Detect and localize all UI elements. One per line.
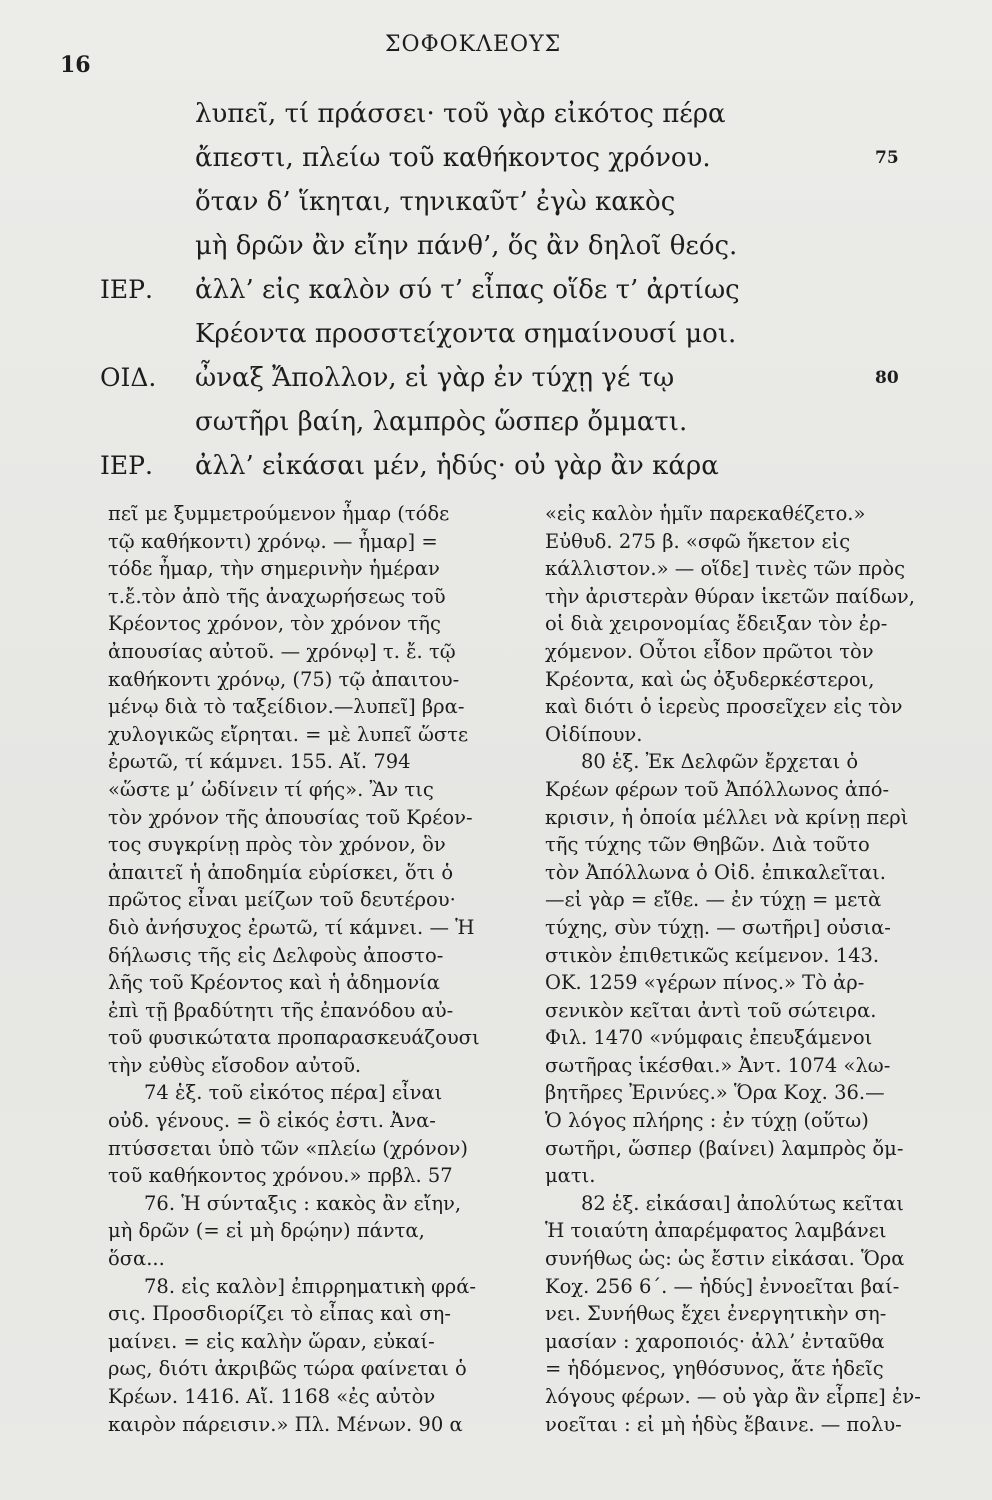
verse-text: ἄπεστι, πλείω τοῦ καθήκοντος χρόνου. (195, 143, 711, 173)
commentary-line: μασίαν : χαροποιός· ἀλλ’ ἐνταῦθα (545, 1329, 885, 1353)
commentary-line: Ὁ λόγος πλήρης : ἐν τύχῃ (οὕτω) (545, 1109, 869, 1133)
speaker-label: ΙΕΡ. (100, 451, 153, 480)
commentary-line: ρως, διότι ἀκριβῶς τώρα φαίνεται ὁ (108, 1357, 467, 1381)
commentary-line: ματι. (545, 1164, 596, 1188)
commentary-line: τῷ καθήκοντι) χρόνῳ. — ἦμαρ] = (108, 529, 438, 553)
verse-block (100, 92, 920, 488)
commentary-line: ἀπουσίας αὐτοῦ. — χρόνῳ] τ. ἔ. τῷ (108, 639, 456, 663)
verse-text: ὅταν δ’ ἵκηται, τηνικαῦτ’ ἐγὼ κακὸς (195, 187, 676, 217)
commentary-line: σωτῆρι, ὥσπερ (βαίνει) λαμπρὸς ὄμ- (545, 1136, 904, 1160)
commentary-line: τ.ἔ.τὸν ἀπὸ τῆς ἀναχωρήσεως τοῦ (108, 584, 446, 608)
commentary-line: πεῖ με ξυμμετρούμενον ἦμαρ (τόδε (108, 502, 450, 525)
commentary-line: Κρέοντος χρόνον, τὸν χρόνον τῆς (108, 612, 441, 636)
commentary-line: τοῦ φυσικώτατα προπαρασκευάζουσι (108, 1026, 480, 1050)
commentary-line: τὴν εὐθὺς εἴσοδον αὐτοῦ. (108, 1053, 362, 1077)
commentary-line: 76. Ἡ σύνταξις : κακὸς ἂν εἴην, (144, 1191, 462, 1215)
commentary-line: οἱ διὰ χειρονομίας ἔδειξαν τὸν ἐρ- (545, 612, 888, 636)
commentary-line: νοεῖται : εἰ μὴ ἡδὺς ἔβαινε. — πολυ- (545, 1412, 902, 1436)
commentary-line: «ὥστε μ’ ὠδίνειν τί φής». Ἂν τις (108, 777, 434, 801)
commentary-line: χυλογικῶς εἴρηται. = μὲ λυπεῖ ὥστε (108, 722, 469, 746)
verse-line (100, 312, 920, 356)
commentary-line: καιρὸν πάρεισιν.» Πλ. Μένων. 90 α (108, 1412, 463, 1436)
verse-text: Κρέοντα προσστείχοντα σημαίνουσί μοι. (195, 319, 737, 349)
commentary-line: ὅσα... (108, 1247, 165, 1271)
commentary-line: συνήθως ὡς: ὡς ἔστιν εἰκάσαι. Ὅρα (545, 1247, 905, 1271)
commentary-line: Εὐθυδ. 275 β. «σφῶ ἥκετον εἰς (545, 529, 851, 553)
commentary-line: κρισιν, ἡ ὁποία μέλλει νὰ κρίνῃ περὶ (545, 805, 909, 829)
verse-line (100, 180, 920, 224)
page-number: 16 (60, 52, 91, 78)
commentary-line: διὸ ἀνήσυχος ἐρωτῶ, τί κάμνει. — Ἡ (108, 915, 475, 939)
commentary-line: τύχης, σὺν τύχῃ. — σωτῆρι] οὐσια- (545, 915, 891, 939)
commentary-line: τὸν Ἀπόλλωνα ὁ Οἰδ. ἐπικαλεῖται. (545, 860, 886, 884)
commentary-line: οὐδ. γένους. = ὃ εἰκός ἐστι. Ἀνα- (108, 1109, 436, 1133)
line-number: 75 (875, 148, 899, 168)
verse-text: μὴ δρῶν ἂν εἴην πάνθ’, ὅς ἂν δηλοῖ θεός. (195, 231, 738, 261)
commentary-line: τὸν χρόνον τῆς ἀπουσίας τοῦ Κρέον- (108, 805, 473, 829)
commentary-line: μένῳ διὰ τὸ ταξείδιον.—λυπεῖ] βρα- (108, 695, 465, 719)
commentary-line: σενικὸν κεῖται ἀντὶ τοῦ σώτειρα. (545, 998, 877, 1022)
commentary-line: τόδε ἦμαρ, τὴν σημερινὴν ἡμέραν (108, 557, 440, 581)
verse-text: ὦναξ Ἄπολλον, εἰ γὰρ ἐν τύχῃ γέ τῳ (195, 363, 675, 393)
commentary-line: ΟΚ. 1259 «γέρων πίνος.» Τὸ ἀρ- (545, 971, 865, 995)
verse-text: ἀλλ’ εἰς καλὸν σύ τ’ εἶπας οἵδε τ’ ἀρτίως (195, 275, 740, 305)
commentary-line: Κρέοντα, καὶ ὡς ὀξυδερκέστεροι, (545, 667, 875, 691)
verse-line (100, 268, 920, 312)
line-number: 80 (875, 368, 899, 388)
commentary-line: ἐπὶ τῇ βραδύτητι τῆς ἐπανόδου αὐ- (108, 998, 454, 1022)
commentary-line: 74 ἑξ. τοῦ εἰκότος πέρα] εἶναι (144, 1081, 443, 1105)
verse-text: λυπεῖ, τί πράσσει· τοῦ γὰρ εἰκότος πέρα (195, 99, 726, 129)
commentary-line: σις. Προσδιορίζει τὸ εἶπας καὶ ση- (108, 1302, 451, 1326)
commentary-line: δήλωσις τῆς εἰς Δελφοὺς ἀποστο- (108, 943, 444, 967)
verse-line (100, 400, 920, 444)
commentary-line: 78. εἰς καλὸν] ἐπιρρηματικὴ φρά- (144, 1274, 476, 1298)
commentary-line: τὴν ἀριστερὰν θύραν ἱκετῶν παίδων, (545, 584, 915, 608)
commentary-line: Κρέων. 1416. Αἴ. 1168 «ἐς αὐτὸν (108, 1385, 436, 1408)
commentary-line: τοῦ καθήκοντος χρόνου.» πρβλ. 57 (108, 1164, 453, 1188)
commentary-line: μὴ δρῶν (= εἰ μὴ δρῴην) πάντα, (108, 1219, 425, 1243)
verse-line (100, 224, 920, 268)
commentary-line: στικὸν ἐπιθετικῶς κείμενον. 143. (545, 943, 880, 967)
verse-line (100, 444, 920, 488)
verse-line (100, 92, 920, 136)
commentary-line: Κρέων φέρων τοῦ Ἀπόλλωνος ἀπό- (545, 777, 890, 801)
verse-line (100, 356, 920, 400)
commentary-line: σωτῆρας ἱκέσθαι.» Ἀντ. 1074 «λω- (545, 1053, 891, 1077)
commentary-line: καθήκοντι χρόνῳ, (75) τῷ ἀπαιτου- (108, 667, 460, 691)
commentary-line: χόμενον. Οὗτοι εἶδον πρῶτοι τὸν (545, 639, 874, 663)
verse-line (100, 136, 920, 180)
commentary-line: λόγους φέρων. — οὐ γὰρ ἂν εἶρπε] ἐν- (545, 1385, 921, 1408)
commentary-line: 80 ἑξ. Ἐκ Δελφῶν ἔρχεται ὁ (581, 750, 859, 774)
commentary-line: = ἡδόμενος, γηθόσυνος, ἅτε ἡδεῖς (545, 1357, 884, 1381)
commentary-line: βητῆρες Ἐρινύες.» Ὅρα Κοχ. 36.— (545, 1081, 885, 1105)
speaker-label: ΙΕΡ. (100, 275, 153, 304)
commentary-line: κάλλιστον.» — οἵδε] τινὲς τῶν πρὸς (545, 557, 906, 581)
commentary-line: μαίνει. = εἰς καλὴν ὥραν, εὐκαί- (108, 1329, 435, 1353)
commentary-line: πτύσσεται ὑπὸ τῶν «πλείω (χρόνον) (108, 1136, 468, 1160)
commentary-line: —εἰ γὰρ = εἴθε. — ἐν τύχῃ = μετὰ (545, 888, 882, 912)
commentary-line: καὶ διότι ὁ ἱερεὺς προσεῖχεν εἰς τὸν (545, 695, 903, 719)
commentary-line: 82 ἑξ. εἰκάσαι] ἀπολύτως κεῖται (581, 1191, 904, 1215)
commentary-line: τῆς τύχης τῶν Θηβῶν. Διὰ τοῦτο (545, 833, 870, 857)
commentary-line: Κοχ. 256 6΄. — ἡδύς] ἐννοεῖται βαί- (545, 1274, 900, 1298)
commentary-left-column (108, 500, 493, 1438)
commentary-line: «εἰς καλὸν ἡμῖν παρεκαθέζετο.» (545, 502, 866, 525)
commentary-line: πρῶτος εἶναι μείζων τοῦ δευτέρου· (108, 888, 456, 912)
commentary-line: ἐρωτῶ, τί κάμνει. 155. Αἴ. 794 (108, 750, 411, 774)
commentary-line: Φιλ. 1470 «νύμφαις ἐπευξάμενοι (545, 1026, 873, 1050)
commentary-line: νει. Συνήθως ἔχει ἐνεργητικὴν ση- (545, 1302, 887, 1326)
commentary-line: ἀπαιτεῖ ἡ ἀποδημία εὑρίσκει, ὅτι ὁ (108, 860, 454, 884)
speaker-label: ΟΙΔ. (100, 363, 157, 392)
commentary-line: λῆς τοῦ Κρέοντος καὶ ἡ ἀδημονία (108, 971, 440, 995)
verse-text: σωτῆρι βαίη, λαμπρὸς ὥσπερ ὄμματι. (195, 407, 688, 437)
verse-text: ἀλλ’ εἰκάσαι μέν, ἡδύς· οὐ γὰρ ἂν κάρα (195, 451, 719, 481)
running-head: ΣΟΦΟΚΛΕΟΥΣ (385, 32, 562, 57)
commentary-right-column (545, 500, 930, 1438)
commentary-line: Οἰδίπουν. (545, 722, 643, 746)
commentary-line: Ἡ τοιαύτη ἀπαρέμφατος λαμβάνει (545, 1219, 887, 1243)
commentary-line: τος συγκρίνῃ πρὸς τὸν χρόνον, ὃν (108, 833, 446, 857)
